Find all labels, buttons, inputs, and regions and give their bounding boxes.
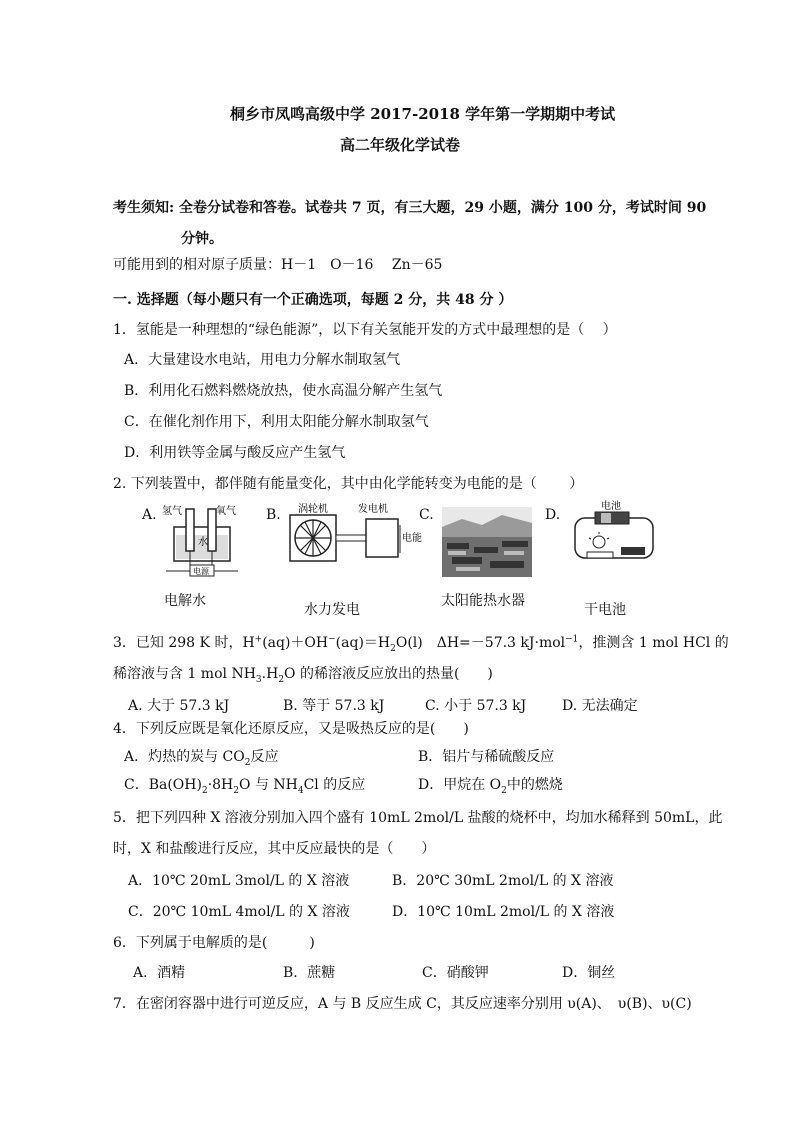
- battery-circuit-figure: [565, 500, 660, 568]
- caption-electrolysis: 电解水: [164, 593, 206, 609]
- caption-dry-battery: 干电池: [584, 602, 626, 618]
- exam-subtitle: 高二年级化学试卷: [340, 136, 461, 154]
- question-3-option-b: B. 等于 57.3 kJ: [283, 698, 385, 714]
- question-6-option-a: A．酒精: [133, 965, 186, 981]
- question-2-label-d: D.: [545, 507, 561, 523]
- question-1-option-d: D．利用铁等金属与酸反应产生氢气: [124, 445, 346, 461]
- solar-heater-photo: [442, 507, 532, 577]
- question-5-option-d: D．10℃ 10mL 2mol/L 的 X 溶液: [392, 904, 615, 920]
- oxygen-label: 氧气: [216, 506, 236, 517]
- question-3-option-a: A. 大于 57.3 kJ: [128, 698, 230, 714]
- question-3-option-d: D. 无法确定: [562, 698, 638, 714]
- electrolysis-figure: [160, 505, 245, 580]
- question-6-option-b: B．蔗糖: [283, 965, 336, 981]
- question-4-option-c: C．$Ba(OH)_2\cdot 8H_2O$ 与 $NH_4Cl$ 的反应: [124, 777, 366, 796]
- hydrogen-label: 氢气: [162, 506, 182, 517]
- hydro-figure: [288, 503, 423, 573]
- question-6-option-c: C．硝酸钾: [422, 965, 489, 981]
- question-4-option-b: B．铝片与稀硫酸反应: [418, 749, 555, 765]
- power-label: 电源: [193, 567, 209, 576]
- question-1-stem: 1．氢能是一种理想的“绿色能源”，以下有关氢能开发的方式中最理想的是（ ）: [113, 322, 617, 338]
- question-2-label-b: B.: [266, 507, 281, 523]
- question-6-stem: 6．下列属于电解质的是( ): [113, 935, 315, 951]
- question-4-stem: 4．下列反应既是氧化还原反应，又是吸热反应的是( ): [113, 721, 469, 737]
- notice-line-1: 考生须知: 全卷分试卷和答卷。试卷共 7 页，有三大题，29 小题，满分 100 分，考试时间 90: [113, 200, 707, 216]
- atomic-mass-note: 可能用到的相对原子质量：H－1 O－16 Zn－65: [113, 257, 443, 273]
- question-5-stem-line-1: 5．把下列四种 X 溶液分别加入四个盛有 10mL 2mol/L 盐酸的烧杯中，均加水稀释到 50mL，此: [113, 810, 723, 826]
- question-3-option-c: C. 小于 57.3 kJ: [425, 698, 527, 714]
- question-5-option-c: C．20℃ 10mL 4mol/L 的 X 溶液: [128, 904, 350, 920]
- battery-label: 电池: [601, 501, 621, 512]
- question-1-option-c: C．在催化剂作用下，利用太阳能分解水制取氢气: [124, 414, 429, 430]
- question-2-label-a: A.: [142, 507, 157, 523]
- question-2-label-c: C.: [419, 507, 434, 523]
- question-1-option-a: A．大量建设水电站，用电力分解水制取氢气: [124, 352, 401, 368]
- question-5-option-b: B．20℃ 30mL 2mol/L 的 X 溶液: [392, 873, 614, 889]
- electric-energy-label: 电能: [402, 533, 422, 544]
- question-6-option-d: D．铜丝: [562, 965, 616, 981]
- question-3-stem-line-2: 稀溶液与含 1 mol $NH_3.H_2O$ 的稀溶液反应放出的热量( ): [113, 666, 493, 685]
- exam-title: 桐乡市凤鸣高级中学 2017-2018 学年第一学期期中考试: [230, 105, 616, 123]
- question-7-stem: 7．在密闭容器中进行可逆反应，A 与 B 反应生成 C，其反应速率分别用 υ(A)、 υ(B)、υ(C): [113, 996, 692, 1012]
- question-3-stem-line-1: 3．已知 298 K 时，$H^+(aq)+OH^-(aq)=H_2O(l)$ ΔH=－57.3 kJ·mol$^{-1}$，推测含 1 mol HCl 的: [113, 634, 729, 654]
- water-label: 水: [198, 537, 208, 548]
- section-heading: 一. 选择题（每小题只有一个正确选项，每题 2 分，共 48 分 ）: [113, 292, 513, 308]
- question-5-stem-line-2: 时，X 和盐酸进行反应，其中反应最快的是（ ）: [113, 841, 436, 857]
- notice-line-2: 分钟。: [181, 231, 223, 247]
- question-2-stem: 2. 下列装置中，都伴随有能量变化，其中由化学能转变为电能的是（ ）: [113, 476, 584, 492]
- question-4-option-a: A．灼热的炭与 $CO_2$反应: [124, 749, 279, 768]
- question-4-option-d: D．甲烷在 $O_2$中的燃烧: [418, 777, 563, 796]
- generator-label: 发电机: [358, 504, 388, 515]
- caption-solar-heater: 太阳能热水器: [441, 593, 525, 609]
- caption-hydropower: 水力发电: [304, 602, 360, 618]
- turbine-label: 涡轮机: [298, 504, 328, 515]
- question-1-option-b: B．利用化石燃料燃烧放热，使水高温分解产生氢气: [124, 383, 443, 399]
- question-5-option-a: A．10℃ 20mL 3mol/L 的 X 溶液: [128, 873, 350, 889]
